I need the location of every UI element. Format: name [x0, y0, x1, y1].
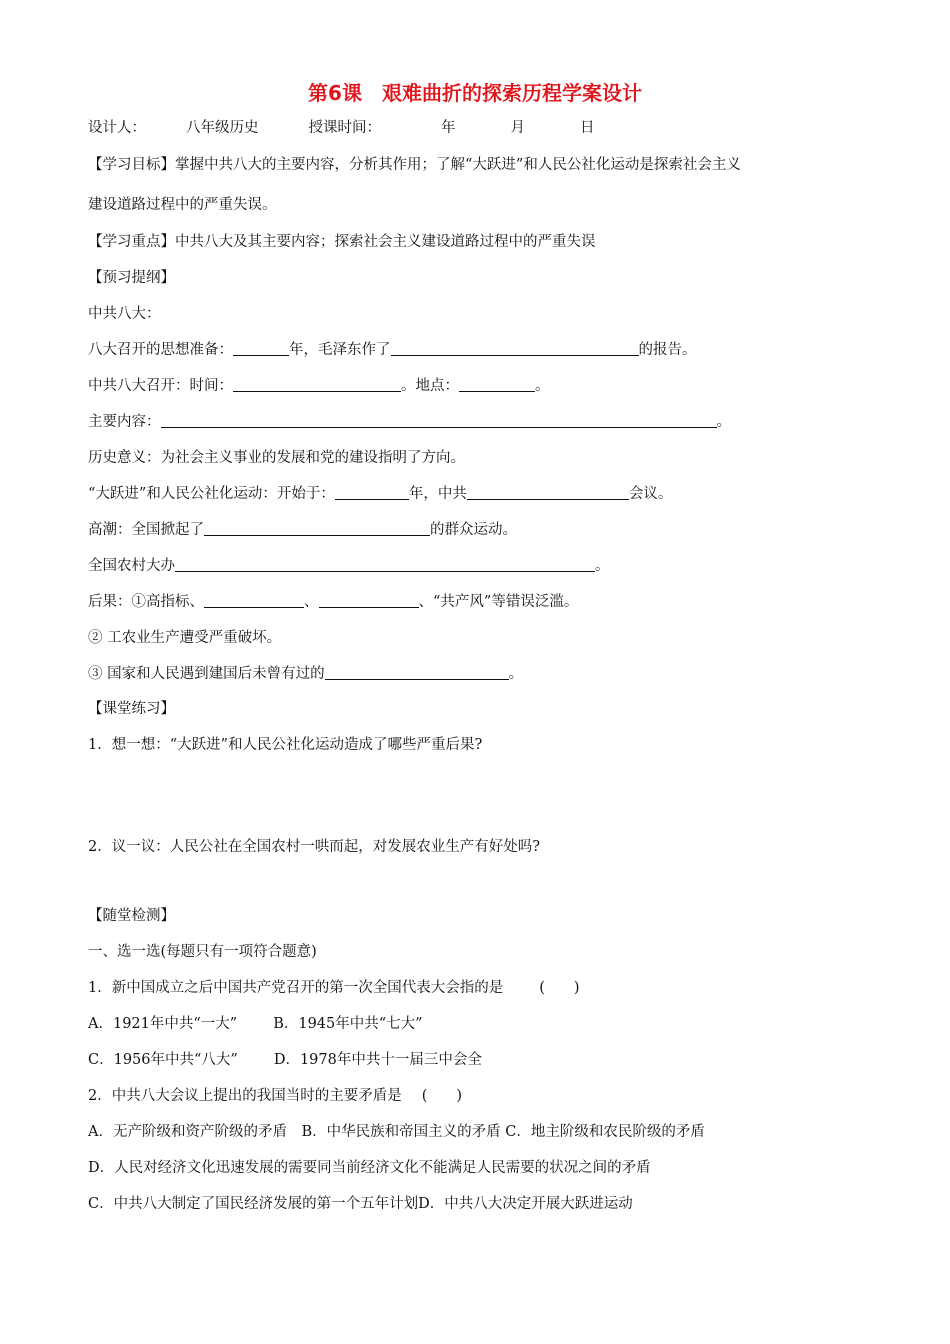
year-label: 年	[441, 120, 456, 136]
q2-option-d[interactable]: D．人民对经济文化迅速发展的需要同当前经济文化不能满足人民需要的状况之间的矛盾	[88, 1160, 651, 1176]
test-question-1	[88, 978, 580, 998]
held-text-c: 。	[535, 378, 550, 394]
rural-text-b: 。	[595, 558, 610, 574]
result-line-3	[88, 664, 523, 684]
climax-line	[88, 520, 517, 540]
prep-text-a: 八大召开的思想准备：	[88, 342, 233, 358]
result-blank-3[interactable]	[325, 664, 509, 680]
outline-heading: 【预习提纲】	[88, 270, 175, 286]
rural-blank[interactable]	[175, 556, 595, 572]
result-text-a: 后果：①高指标、	[88, 594, 204, 610]
q1-answer-paren[interactable]: ( )	[539, 980, 580, 996]
result-line-2: ② 工农业生产遭受严重破坏。	[88, 630, 282, 646]
q1-options-cd	[88, 1050, 482, 1070]
time-blank[interactable]	[233, 376, 401, 392]
significance-line: 历史意义：为社会主义事业的发展和党的建设指明了方向。	[88, 450, 465, 466]
test-section: 一、选一选(每题只有一项符合题意)	[88, 944, 317, 960]
report-blank[interactable]	[391, 340, 639, 356]
result-text-b: 、	[304, 594, 319, 610]
prep-line	[88, 340, 697, 360]
content-line	[88, 412, 731, 432]
rural-text-a: 全国农村大办	[88, 558, 175, 574]
leap-text-a: “大跃进”和人民公社化运动：开始于：	[88, 486, 335, 502]
place-blank[interactable]	[459, 376, 535, 392]
meeting-blank[interactable]	[467, 484, 629, 500]
result-blank-2[interactable]	[319, 592, 419, 608]
key-points: 【学习重点】中共八大及其主要内容；探索社会主义建设道路过程中的严重失误	[88, 234, 596, 250]
rural-line	[88, 556, 610, 576]
held-text-b: 。地点：	[401, 378, 459, 394]
content-blank[interactable]	[161, 412, 717, 428]
climax-text-b: 的群众运动。	[430, 522, 517, 538]
q1-options-ab	[88, 1014, 423, 1034]
climax-text-a: 高潮：全国掀起了	[88, 522, 204, 538]
result3-text-b: 。	[508, 666, 524, 682]
q2-answer-paren[interactable]: ( )	[421, 1088, 463, 1104]
meta-line	[88, 118, 595, 138]
leap-text-b: 年，中共	[408, 486, 467, 502]
q1-option-b[interactable]: B．1945年中共“七大”	[273, 1016, 423, 1032]
result-line-1	[88, 592, 578, 612]
prep-text-c: 的报告。	[638, 342, 697, 358]
goals-line-1: 【学习目标】掌握中共八大的主要内容，分析其作用；了解“大跃进”和人民公社化运动是探索社会主义	[88, 157, 741, 173]
day-label: 日	[580, 120, 595, 136]
content-text-b: 。	[716, 414, 731, 430]
test-question-2	[88, 1086, 462, 1106]
q1-text: 1．新中国成立之后中国共产党召开的第一次全国代表大会指的是	[88, 980, 504, 996]
q1-option-a[interactable]: A．1921年中共“一大”	[88, 1016, 238, 1032]
congress-label: 中共八大：	[88, 306, 161, 322]
leap-year-blank[interactable]	[335, 484, 409, 500]
result-blank-1[interactable]	[204, 592, 304, 608]
practice-heading: 【课堂练习】	[88, 701, 175, 717]
designer-value: 八年级历史	[186, 120, 259, 136]
practice-question-1: 1．想一想：“大跃进”和人民公社化运动造成了哪些严重后果?	[88, 737, 483, 753]
held-line	[88, 376, 550, 396]
content-text-a: 主要内容：	[88, 414, 161, 430]
q2-text: 2．中共八大会议上提出的我国当时的主要矛盾是	[88, 1088, 402, 1104]
result-text-c: 、“共产风”等错误泛滥。	[418, 594, 579, 610]
practice-question-2: 2．议一议：人民公社在全国农村一哄而起，对发展农业生产有好处吗?	[88, 839, 540, 855]
extra-options[interactable]: C．中共八大制定了国民经济发展的第一个五年计划D．中共八大决定开展大跃进运动	[88, 1196, 633, 1212]
month-label: 月	[510, 120, 525, 136]
held-text-a: 中共八大召开：时间：	[88, 378, 233, 394]
year-blank[interactable]	[233, 340, 289, 356]
page-title: 第6课 艰难曲折的探索历程学案设计	[308, 81, 642, 105]
result3-text-a: ③ 国家和人民遇到建国后未曾有过的	[88, 666, 325, 682]
leap-text-c: 会议。	[628, 486, 673, 502]
q1-option-d[interactable]: D．1978年中共十一届三中会全	[273, 1052, 482, 1068]
movement-blank[interactable]	[204, 520, 430, 536]
time-label: 授课时间：	[308, 120, 381, 136]
prep-text-b: 年，毛泽东作了	[289, 342, 391, 358]
test-heading: 【随堂检测】	[88, 908, 175, 924]
q1-option-c[interactable]: C．1956年中共“八大”	[88, 1052, 238, 1068]
q2-options-abc[interactable]: A．无产阶级和资产阶级的矛盾 B．中华民族和帝国主义的矛盾 C．地主阶级和农民阶级的矛盾	[88, 1124, 705, 1140]
goals-line-2: 建设道路过程中的严重失误。	[88, 197, 277, 213]
designer-label: 设计人：	[88, 120, 146, 136]
leap-line	[88, 484, 672, 504]
